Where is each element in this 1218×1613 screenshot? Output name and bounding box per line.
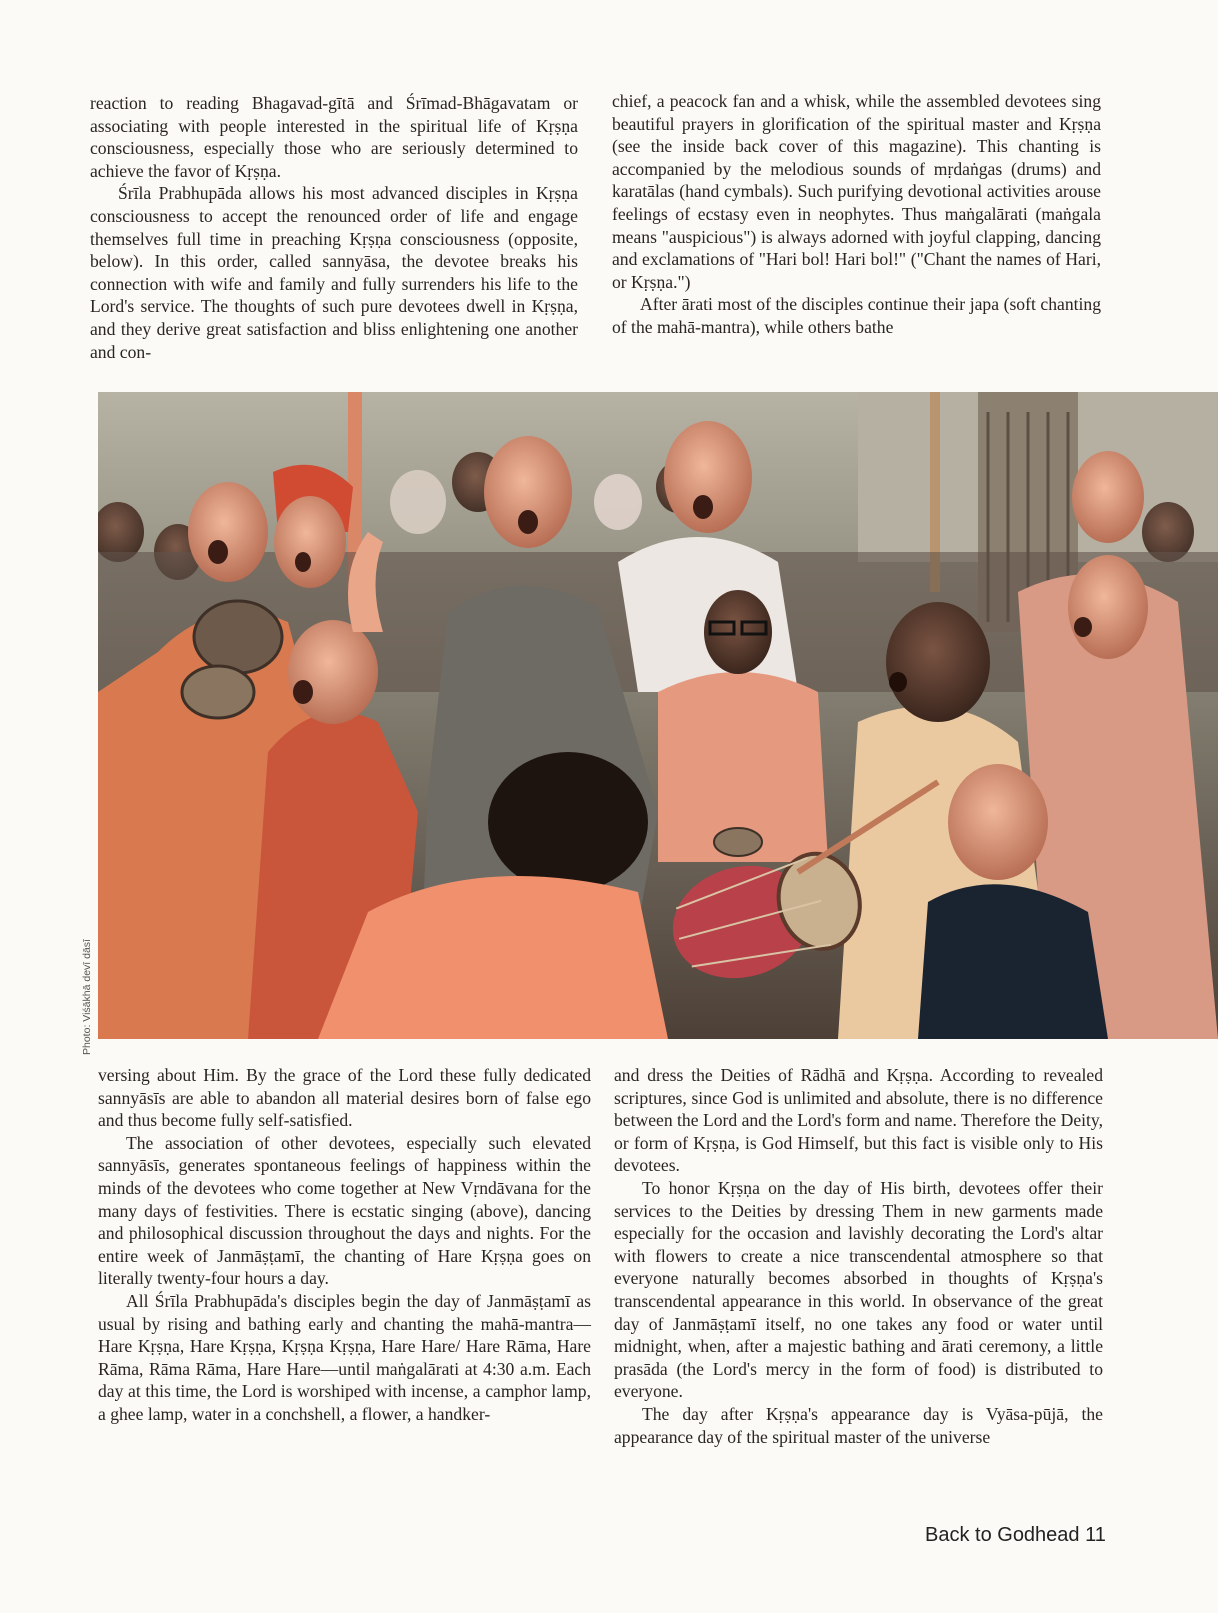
photo-credit: Photo: Viśākhā devī dāsī (81, 939, 93, 1055)
paragraph: versing about Him. By the grace of the Lord these fully dedicated sannyāsīs are able to abandon all material desires born of false ego and thus become fully self-satisfied. (98, 1065, 591, 1131)
paragraph: The association of other devotees, especially such elevated sannyāsīs, generates spontaneous feelings of happiness within the minds of the devotees who come together at New Vṛndāvana for the many days of festivities. There is ecstatic singing (above), dancing and philosophical discussion throughout the days and nights. For the entire week of Janmāṣṭamī, the chanting of Hare Kṛṣṇa goes on literally twenty-four hours a day. (98, 1132, 591, 1289)
paragraph: Śrīla Prabhupāda allows his most advanced disciples in Kṛṣṇa consciousness to accept the renounced order of life and engage themselves full time in preaching Kṛṣṇa consciousness (opposite, below). In this order, called sannyāsa, the devotee breaks his connection with wife and family and fully surrenders his life to the Lord's service. The thoughts of such pure devotees dwell in Kṛṣṇa, and they derive great satisfaction and bliss enlightening one another and con- (90, 183, 578, 362)
article-column-bottom-left (98, 1064, 591, 1426)
paragraph: After ārati most of the disciples continue their japa (soft chanting of the mahā-mantra), while others bathe (612, 294, 1101, 337)
paragraph: The day after Kṛṣṇa's appearance day is Vyāsa-pūjā, the appearance day of the spiritual master of the universe (614, 1403, 1103, 1447)
paragraph: and dress the Deities of Rādhā and Kṛṣṇa. According to revealed scriptures, since God is unlimited and absolute, there is no difference between the Lord and the Lord's form and name. Therefore the Deity, or form of Kṛṣṇa, is God Himself, but this fact is visible only to His devotees. (614, 1065, 1103, 1176)
photo-credit-area (81, 939, 95, 1205)
paragraph: All Śrīla Prabhupāda's disciples begin the day of Janmāṣṭamī as usual by rising and bathing early and chanting the mahā-mantra—Hare Kṛṣṇa, Hare Kṛṣṇa, Kṛṣṇa Kṛṣṇa, Hare Hare/ Hare Rāma, Hare Rāma, Rāma Rāma, Hare Hare—until maṅgalārati at 4:30 a.m. Each day at this time, the Lord is worshiped with incense, a camphor lamp, a ghee lamp, water in a conchshell, a flower, a handker- (98, 1290, 591, 1424)
article-column-top-right (612, 90, 1101, 339)
kirtana-photo (98, 392, 1218, 1039)
article-column-top-left (90, 92, 578, 363)
paragraph: To honor Kṛṣṇa on the day of His birth, devotees offer their services to the Deities by dressing Them in new garments made especially for the occasion and lavishly decorating the Lord's altar with flowers to create a nice transcendental atmosphere so that everyone naturally becomes absorbed in thoughts of Kṛṣṇa's transcendental appearance in this world. In observance of the great day of Janmāṣṭamī itself, no one takes any food or water until midnight, when, after a majestic bathing and ārati ceremony, a little prasāda (the Lord's mercy in the form of food) is distributed to everyone. (614, 1177, 1103, 1402)
page-footer: Back to Godhead 11 (925, 1524, 1106, 1546)
photo-illustration (98, 392, 1218, 1039)
paragraph: reaction to reading Bhagavad-gītā and Śrīmad-Bhāgavatam or associating with people interested in the spiritual life of Kṛṣṇa consciousness, especially those who are seriously determined to achieve the favor of Kṛṣṇa. (90, 93, 578, 181)
paragraph: chief, a peacock fan and a whisk, while the assembled devotees sing beautiful prayers in glorification of the spiritual master and Kṛṣṇa (see the inside back cover of this magazine). This chanting is accompanied by the melodious sounds of mṛdaṅgas (drums) and karatālas (hand cymbals). Such purifying devotional activities arouse feelings of ecstasy even in neophytes. Thus maṅgalārati (maṅgala means "auspicious") is always adorned with joyful clapping, dancing and exclamations of "Hari bol! Hari bol!" ("Chant the names of Hari, or Kṛṣṇa.") (612, 91, 1101, 292)
article-column-bottom-right (614, 1064, 1103, 1448)
